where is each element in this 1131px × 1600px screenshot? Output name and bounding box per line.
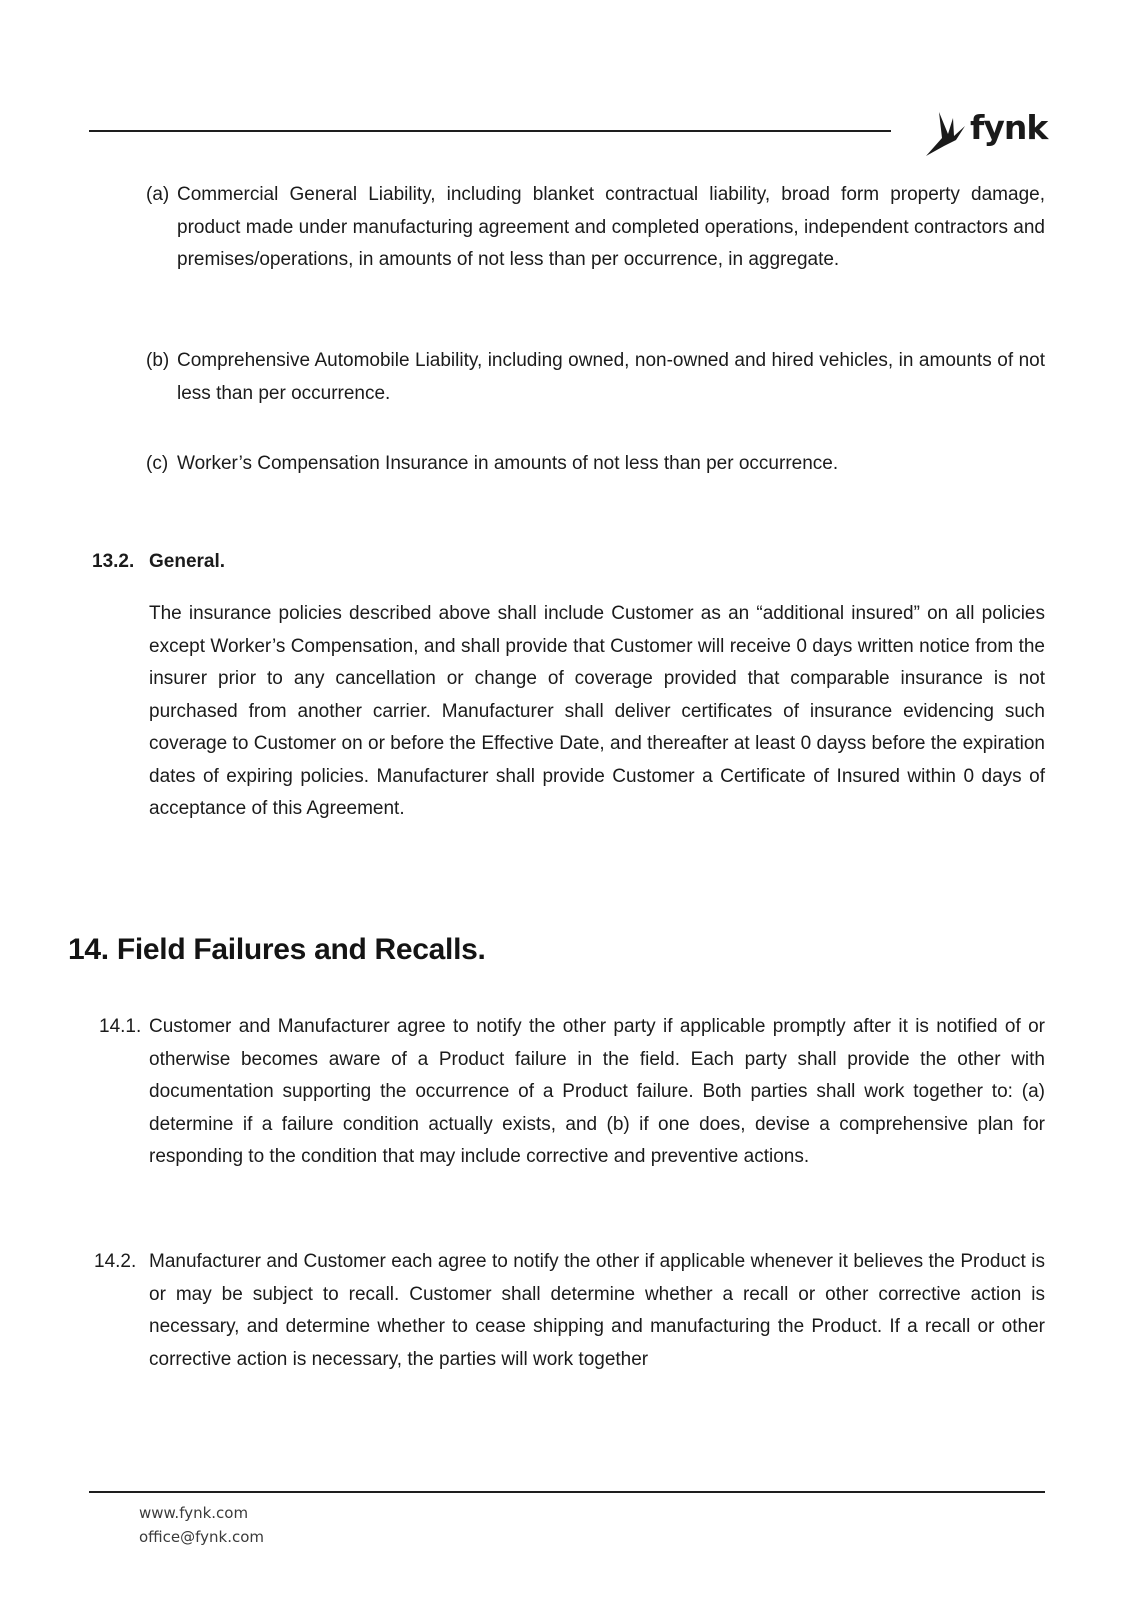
section-14-heading: 14. Field Failures and Recalls.	[68, 933, 486, 966]
section-13-2-body: The insurance policies described above shall include Customer as an “additional insured” on all policies except Worker’s Compensation, and shall provide that Customer will receive 0 days written notice from the insurer prior to any cancellation or change of coverage provided that comparable insurance is not purchased from another carrier. Manufacturer shall deliver certificates of insurance evidencing such coverage to Customer on or before the Effective Date, and thereafter at least 0 dayss before the expiration dates of expiring policies. Manufacturer shall provide Customer a Certificate of Insured within 0 days of acceptance of this Agreement.	[149, 603, 1045, 819]
footer-divider	[89, 1491, 1045, 1493]
logo-wordmark: fynk	[970, 108, 1048, 147]
header-divider	[89, 130, 891, 132]
section-13-2-title: General.	[149, 551, 226, 572]
insurance-item-b-text: Comprehensive Automobile Liability, including owned, non-owned and hired vehicles, in amounts of not less than per occurrence.	[177, 350, 1045, 404]
footer-website: www.fynk.com	[139, 1504, 249, 1522]
insurance-item-a-text: Commercial General Liability, including blanket contractual liability, broad form property damage, product made under manufacturing agreement and completed operations, independent contractors and premises/operations, in amounts of not less than per occurrence, in aggregate.	[177, 184, 1045, 270]
clause-14-2-number: 14.2.	[94, 1251, 137, 1272]
footer-email: office@fynk.com	[139, 1528, 265, 1546]
section-13-2-number: 13.2.	[92, 551, 135, 572]
clause-14-1-text: Customer and Manufacturer agree to notify the other party if applicable promptly after it is notified of or otherwise becomes aware of a Product failure in the field. Each party shall provide the other with documentation supporting the occurrence of a Product failure. Both parties shall work together to: (a) determine if a failure condition actually exists, and (b) if one does, devise a comprehensive plan for responding to the condition that may include corrective and preventive actions.	[149, 1016, 1045, 1167]
bird-icon	[920, 106, 966, 158]
insurance-item-c-text: Worker’s Compensation Insurance in amounts of not less than per occurrence.	[177, 453, 839, 474]
item-label-b: (b)	[146, 350, 170, 371]
fynk-logo	[920, 106, 1050, 158]
item-label-a: (a)	[146, 184, 170, 205]
clause-14-1-number: 14.1.	[99, 1016, 142, 1037]
item-label-c: (c)	[146, 453, 169, 474]
clause-14-2-text: Manufacturer and Customer each agree to notify the other if applicable whenever it believes the Product is or may be subject to recall. Customer shall determine whether a recall or other corrective action is necessary, and determine whether to cease shipping and manufacturing the Product. If a recall or other corrective action is necessary, the parties will work together	[149, 1251, 1045, 1370]
